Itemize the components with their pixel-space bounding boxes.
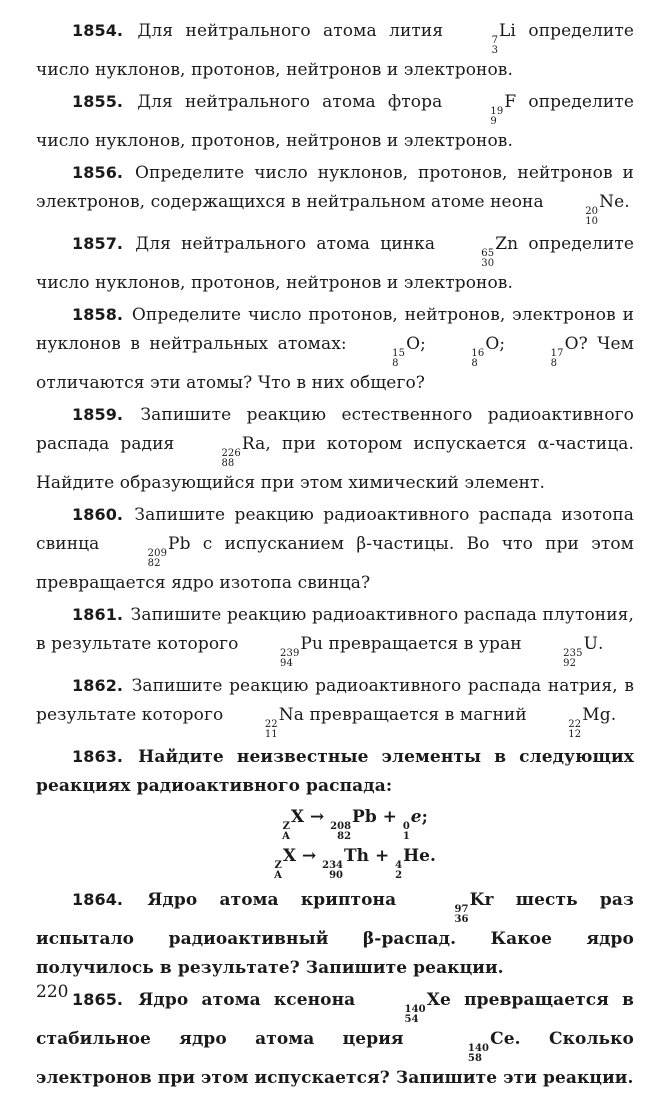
nuclide-symbol (112, 530, 191, 569)
reaction-equation (76, 842, 634, 881)
mass-number: 4 (395, 860, 403, 871)
problem-1861 (36, 600, 634, 669)
problem-number: 1856. (72, 163, 124, 182)
nuclide-numbers (221, 449, 240, 469)
mass-number: 239 (280, 648, 300, 659)
nuclide-numbers (148, 549, 167, 569)
element-symbol: Kr (469, 890, 494, 910)
atomic-number: 94 (280, 658, 293, 669)
atomic-number: 30 (481, 258, 495, 269)
text-run: определите число нуклонов, протонов, нейтронов и электронов. (36, 92, 634, 151)
element-symbol: O (564, 334, 579, 354)
mass-number: 19 (490, 106, 504, 117)
mass-number: 140 (467, 1043, 490, 1054)
nuclide-symbol (244, 630, 323, 669)
element-symbol: Pb (352, 807, 377, 827)
text-run: с испусканием β-частицы. Во что при этом превращается ядро изотопа свинца? (36, 534, 634, 593)
element-symbol: Ra (241, 434, 266, 454)
nuclide-numbers (585, 207, 598, 227)
problem-number: 1858. (72, 305, 124, 324)
nuclide-symbol (229, 701, 304, 740)
mass-number: 235 (563, 648, 583, 659)
text-run: , при котором испускается α-частица. Найдите образующийся при этом химический элемент. (36, 434, 634, 493)
atomic-number: A (274, 870, 282, 881)
atomic-number: 90 (329, 870, 344, 881)
mass-number: 15 (392, 348, 406, 359)
problem-number: 1865. (72, 990, 124, 1009)
text-run: Запишите реакцию радиоактивного распада изотопа свинца (36, 505, 634, 554)
mass-number: 16 (471, 348, 485, 359)
nuclide-symbol (527, 630, 598, 669)
nuclide-numbers (403, 822, 410, 842)
mass-number: 97 (454, 904, 469, 915)
nuclide-symbol (515, 330, 579, 369)
problem-1862 (36, 671, 634, 740)
page-number: 220 (36, 982, 69, 1002)
nuclide-symbol (282, 803, 304, 842)
reaction-equation (76, 803, 634, 842)
element-symbol: Na (278, 705, 304, 725)
text-run: → (296, 846, 323, 866)
text-run: Определите число протонов, нейтронов, электронов и нуклонов в нейтральных атомах: (36, 305, 634, 354)
mass-number: 234 (322, 860, 344, 871)
element-symbol: He (403, 846, 430, 866)
text-run: ; (420, 334, 436, 354)
atomic-number: 54 (404, 1014, 419, 1025)
reaction-equations (36, 803, 634, 881)
text-run: Ядро атома ксенона (138, 990, 369, 1010)
element-symbol: Xe (426, 990, 451, 1010)
nuclide-numbers (490, 107, 503, 127)
element-symbol: Zn (495, 234, 519, 254)
mass-number: 65 (481, 248, 495, 259)
element-symbol: Ne (599, 192, 625, 212)
atomic-number: 10 (585, 216, 599, 227)
nuclide-numbers (392, 349, 405, 369)
mass-number: Z (274, 860, 282, 871)
nuclide-numbers (492, 36, 498, 56)
atomic-number: 2 (395, 870, 403, 881)
nuclide-numbers (468, 1044, 489, 1064)
problem-number: 1864. (72, 890, 124, 909)
text-run: Для нейтрального атома цинка (135, 234, 446, 254)
element-symbol: e (410, 807, 422, 827)
problem-number: 1859. (72, 405, 124, 424)
mass-number: 20 (585, 206, 599, 217)
problem-1858 (36, 300, 634, 398)
text-run: превращается в стабильное ядро атома церия (36, 990, 635, 1049)
element-symbol: U (583, 634, 598, 654)
problem-1863 (36, 742, 634, 801)
mass-number: 22 (264, 719, 278, 730)
text-run: . (624, 192, 630, 212)
atomic-number: 12 (568, 729, 582, 740)
element-symbol: Mg (582, 705, 611, 725)
element-symbol: Th (344, 846, 370, 866)
nuclide-numbers (265, 720, 278, 740)
problem-1859 (36, 400, 634, 498)
atomic-number: A (282, 831, 290, 842)
mass-number: 140 (404, 1004, 426, 1015)
problem-1856 (36, 158, 634, 227)
text-run: ; (421, 807, 428, 827)
nuclide-numbers (282, 822, 290, 842)
text-run: . (598, 634, 604, 654)
nuclide-symbol (356, 330, 420, 369)
text-run: Определите число нуклонов, протонов, нейтронов и электронов, содержащихся в нейтральном атоме неона (36, 163, 634, 212)
problem-number: 1855. (72, 92, 124, 111)
nuclide-numbers (568, 720, 581, 740)
nuclide-symbol (330, 803, 377, 842)
problem-number: 1863. (72, 747, 124, 766)
atomic-number: 3 (491, 45, 499, 56)
nuclide-numbers (274, 861, 282, 881)
nuclide-numbers (551, 349, 564, 369)
nuclide-numbers (481, 249, 494, 269)
element-symbol: Ce (490, 1029, 515, 1049)
problem-number: 1857. (72, 234, 124, 253)
nuclide-symbol (435, 330, 499, 369)
text-run: + (376, 807, 403, 827)
text-run: превращается в магний (304, 705, 533, 725)
text-run: Запишите реакцию радиоактивного распада плутония, в результате которого (36, 605, 634, 654)
nuclide-symbol (403, 803, 422, 842)
atomic-number: 8 (550, 358, 558, 369)
atomic-number: 1 (402, 831, 410, 842)
mass-number: 209 (147, 548, 168, 559)
nuclide-symbol (369, 986, 451, 1025)
text-run: определите число нуклонов, протонов, нейтронов и электронов. (36, 234, 634, 293)
nuclide-symbol (445, 230, 518, 269)
nuclide-symbol (274, 842, 296, 881)
text-run: Найдите неизвестные элементы в следующих реакциях радиоактивного распада: (36, 747, 634, 796)
element-symbol: F (504, 92, 517, 112)
text-run: Ядро атома криптона (147, 890, 419, 910)
atomic-number: 8 (392, 358, 399, 369)
element-symbol: O (406, 334, 421, 354)
nuclide-numbers (405, 1005, 426, 1025)
atomic-number: 82 (337, 831, 352, 842)
problem-1860 (36, 500, 634, 598)
problem-list (36, 16, 634, 1093)
mass-number: 7 (491, 35, 499, 46)
problem-1855 (36, 87, 634, 156)
nuclide-symbol (322, 842, 369, 881)
atomic-number: 88 (221, 458, 235, 469)
nuclide-numbers (454, 905, 468, 925)
problem-number: 1862. (72, 676, 124, 695)
nuclide-numbers (563, 649, 582, 669)
mass-number: 226 (221, 448, 241, 459)
element-symbol: Pu (300, 634, 324, 654)
text-run: + (369, 846, 396, 866)
nuclide-numbers (471, 349, 484, 369)
atomic-number: 58 (467, 1053, 483, 1064)
element-symbol: Li (499, 21, 516, 41)
nuclide-symbol (454, 88, 516, 127)
atomic-number: 92 (563, 658, 577, 669)
element-symbol: X (282, 846, 297, 866)
problem-number: 1854. (72, 21, 124, 40)
text-run: Запишите реакцию радиоактивного распада натрия, в результате которого (36, 676, 634, 725)
text-run: . (610, 705, 617, 725)
atomic-number: 8 (471, 358, 478, 369)
problem-number: 1861. (72, 605, 124, 624)
nuclide-numbers (280, 649, 299, 669)
problem-1857 (36, 229, 634, 298)
text-run: Запишите реакцию естественного радиоактивного распада радия (36, 405, 634, 454)
problem-1865 (36, 985, 634, 1093)
problem-1864 (36, 885, 634, 983)
atomic-number: 11 (264, 729, 278, 740)
nuclide-numbers (395, 861, 402, 881)
element-symbol: O (485, 334, 500, 354)
text-run: ; (499, 334, 515, 354)
nuclide-symbol (418, 886, 493, 925)
nuclide-symbol (432, 1025, 515, 1064)
text-run: превращается в уран (323, 634, 528, 654)
mass-number: 0 (402, 821, 410, 832)
text-run: ? Чем отличаются эти атомы? Что в них общего? (36, 334, 634, 393)
atomic-number: 82 (147, 558, 161, 569)
nuclide-symbol (456, 17, 516, 56)
problem-number: 1860. (72, 505, 124, 524)
text-run: Для нейтрального атома фтора (137, 92, 455, 112)
mass-number: 208 (330, 821, 352, 832)
atomic-number: 9 (490, 116, 497, 127)
element-symbol: X (290, 807, 305, 827)
text-run: → (304, 807, 331, 827)
problem-1854 (36, 16, 634, 85)
mass-number: 22 (568, 719, 582, 730)
mass-number: 17 (550, 348, 564, 359)
nuclide-symbol (185, 430, 265, 469)
text-run: . Сколько электронов при этом испускается? Запишите эти реакции. (36, 1029, 634, 1088)
nuclide-symbol (395, 842, 430, 881)
text-run: Для нейтрального атома лития (137, 21, 456, 41)
element-symbol: Pb (168, 534, 191, 554)
nuclide-symbol (532, 701, 610, 740)
text-run: . (429, 846, 436, 866)
nuclide-symbol (549, 188, 624, 227)
text-run: шесть раз испытало радиоактивный β-распад. Какое ядро получилось в результате? Запишите реакции. (36, 890, 634, 978)
text-run: определите число нуклонов, протонов, нейтронов и электронов. (36, 21, 634, 80)
nuclide-numbers (322, 861, 343, 881)
nuclide-numbers (330, 822, 351, 842)
atomic-number: 36 (454, 914, 469, 925)
mass-number: Z (282, 821, 290, 832)
